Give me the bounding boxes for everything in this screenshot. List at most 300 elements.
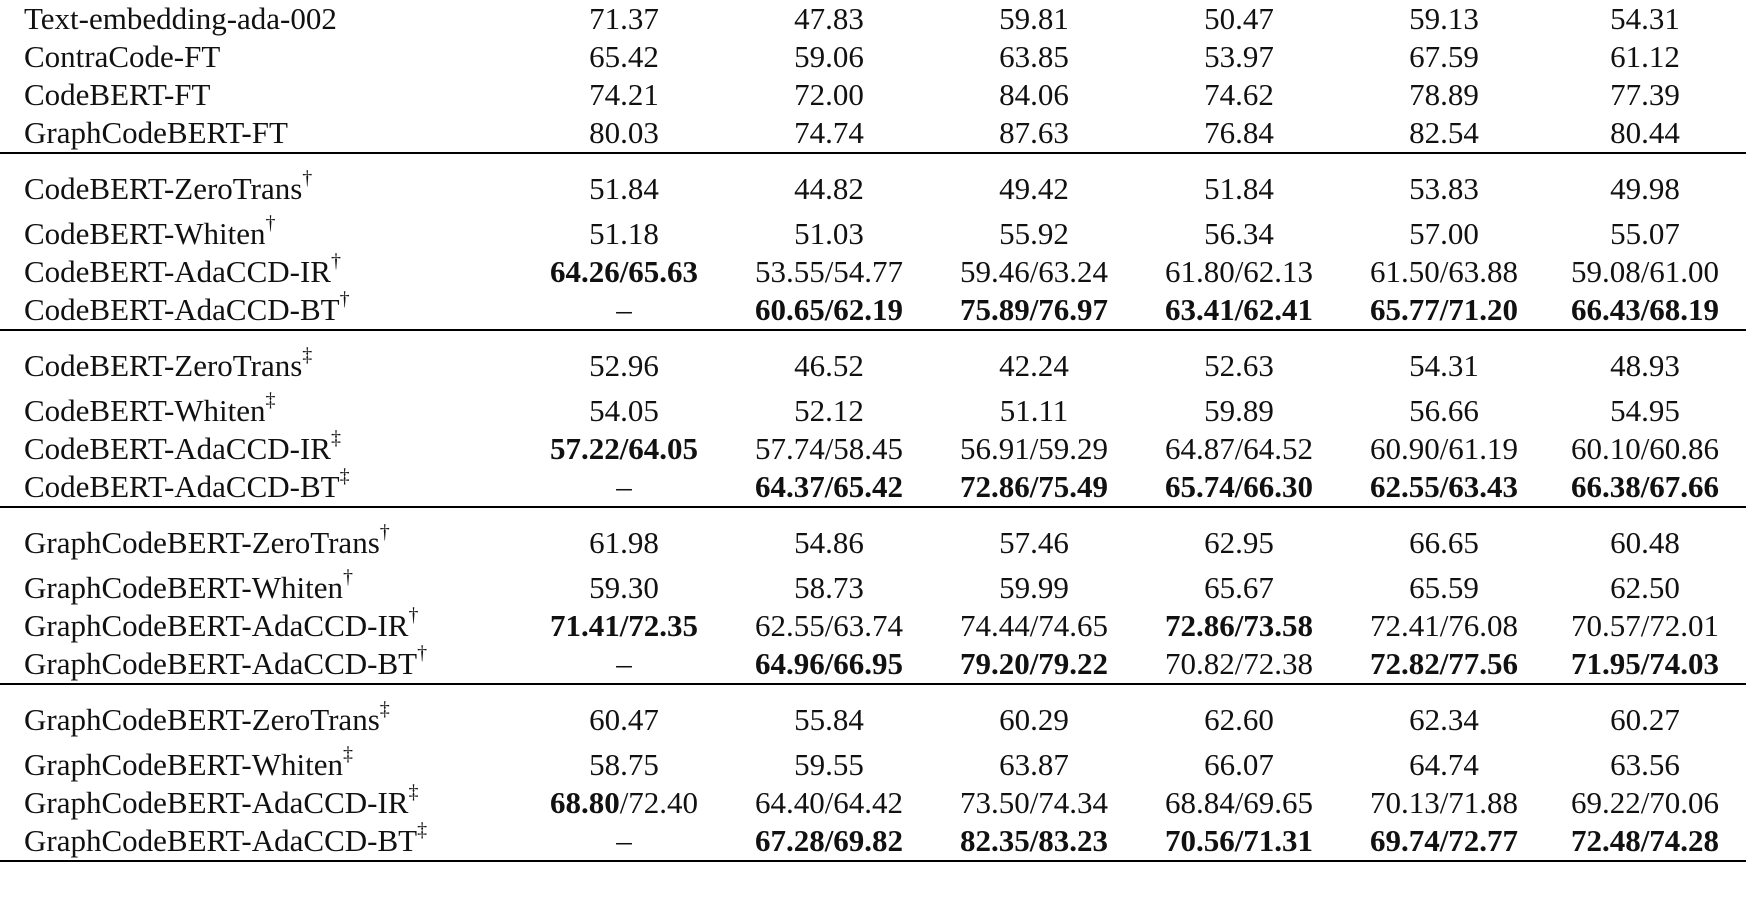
score-cell <box>1544 507 1746 569</box>
score-value: 56.34 <box>1204 216 1274 251</box>
score-value: 59.89 <box>1204 393 1274 428</box>
score-cell <box>1134 392 1344 430</box>
best-score: 72.86/75.49 <box>959 469 1109 504</box>
score-cell <box>1344 330 1544 392</box>
score-cell <box>1544 746 1746 784</box>
score-value: – <box>616 292 632 327</box>
score-cell <box>724 468 934 507</box>
table-row <box>0 430 1746 468</box>
score-value: 62.34 <box>1409 702 1479 737</box>
score-cell <box>934 507 1134 569</box>
score-value: 56.91/59.29 <box>959 431 1109 466</box>
score-cell <box>1544 215 1746 253</box>
score-value: 59.81 <box>999 1 1069 36</box>
method-name-cell <box>0 818 524 861</box>
score-value: 65.59 <box>1409 570 1479 605</box>
setting-marker: † <box>339 287 350 310</box>
score-cell <box>524 430 724 468</box>
method-name-cell <box>0 153 524 215</box>
score-value: 59.06 <box>794 39 864 74</box>
score-cell <box>1134 76 1344 114</box>
score-value: 72.41/76.08 <box>1369 608 1519 643</box>
score-cell <box>934 645 1134 684</box>
score-value: 84.06 <box>999 77 1069 112</box>
method-name: Text-embedding-ada-002 <box>24 1 337 36</box>
score-value: 80.03 <box>589 115 659 150</box>
score-cell <box>1544 38 1746 76</box>
setting-marker: ‡ <box>343 742 353 765</box>
score-cell <box>724 569 934 607</box>
method-name-cell <box>0 742 524 784</box>
table-row <box>0 746 1746 784</box>
score-value: 62.50 <box>1610 570 1680 605</box>
score-cell <box>724 215 934 253</box>
method-name: CodeBERT-AdaCCD-BT <box>24 469 340 504</box>
score-value: 74.74 <box>794 115 864 150</box>
score-value: 59.46/63.24 <box>959 254 1109 289</box>
score-value: 51.03 <box>794 216 864 251</box>
score-cell <box>1544 607 1746 645</box>
score-value: 87.63 <box>999 115 1069 150</box>
best-score: 82.35/83.23 <box>959 823 1109 858</box>
score-cell <box>1134 507 1344 569</box>
method-name: CodeBERT-ZeroTrans <box>24 348 303 383</box>
score-cell <box>1134 569 1344 607</box>
method-name-cell <box>0 38 524 76</box>
score-cell <box>934 468 1134 507</box>
method-name-cell <box>0 780 524 822</box>
score-value: 60.47 <box>589 702 659 737</box>
table-row <box>0 468 1746 507</box>
best-score: 66.38/67.66 <box>1570 469 1720 504</box>
score-cell <box>724 114 934 153</box>
method-name: CodeBERT-ZeroTrans <box>24 171 303 206</box>
score-cell <box>724 430 934 468</box>
score-value: 61.80/62.13 <box>1164 254 1314 289</box>
score-value: 59.55 <box>794 747 864 782</box>
best-score: 57.22/64.05 <box>549 431 699 466</box>
score-cell <box>524 253 724 291</box>
score-cell <box>524 507 724 569</box>
setting-marker: † <box>331 249 341 272</box>
score-value: 57.46 <box>999 525 1069 560</box>
score-value: 70.13/71.88 <box>1369 785 1519 820</box>
score-cell <box>934 38 1134 76</box>
method-name-cell <box>0 641 524 684</box>
best-score: 72.82/77.56 <box>1369 646 1519 681</box>
table-row <box>0 784 1746 822</box>
best-score: 67.28/69.82 <box>754 823 904 858</box>
score-cell <box>1134 645 1344 684</box>
score-cell <box>524 291 724 330</box>
method-name-cell <box>0 565 524 607</box>
score-value: 65.67 <box>1204 570 1274 605</box>
score-value: 47.83 <box>794 1 864 36</box>
method-name-cell <box>0 388 524 430</box>
score-value: 60.48 <box>1610 525 1680 560</box>
setting-marker: ‡ <box>265 388 276 411</box>
score-cell <box>724 684 934 746</box>
best-score: 64.96/66.95 <box>754 646 904 681</box>
score-cell <box>524 569 724 607</box>
score-value: 56.66 <box>1409 393 1479 428</box>
method-name-cell <box>0 114 524 153</box>
score-cell <box>1544 784 1746 822</box>
score-cell <box>1134 746 1344 784</box>
score-value: 49.98 <box>1610 171 1680 206</box>
score-value: 63.56 <box>1610 747 1680 782</box>
score-value: 62.95 <box>1204 525 1274 560</box>
score-value: 64.87/64.52 <box>1164 431 1314 466</box>
score-value: 48.93 <box>1610 348 1680 383</box>
table-row <box>0 392 1746 430</box>
score-value: 61.98 <box>589 525 659 560</box>
score-cell <box>934 114 1134 153</box>
score-cell <box>1544 569 1746 607</box>
best-score: 63.41/62.41 <box>1164 292 1314 327</box>
score-cell <box>524 468 724 507</box>
score-cell <box>1134 38 1344 76</box>
table-row <box>0 76 1746 114</box>
setting-marker: ‡ <box>339 464 350 487</box>
score-cell <box>524 822 724 861</box>
score-cell <box>1134 0 1344 38</box>
best-score: 60.65/62.19 <box>754 292 904 327</box>
setting-marker: † <box>302 166 313 189</box>
score-value: 68.84/69.65 <box>1164 785 1314 820</box>
score-value: 57.00 <box>1409 216 1479 251</box>
method-name: CodeBERT-AdaCCD-IR <box>24 254 331 289</box>
score-cell <box>1134 784 1344 822</box>
method-name-cell <box>0 211 524 253</box>
score-cell <box>1344 684 1544 746</box>
score-cell <box>524 38 724 76</box>
score-value: 74.44/74.65 <box>959 608 1109 643</box>
score-value: 51.11 <box>999 393 1069 428</box>
best-score: 62.55/63.43 <box>1369 469 1519 504</box>
table-row <box>0 684 1746 746</box>
best-score: 66.43/68.19 <box>1570 292 1720 327</box>
score-cell <box>1544 645 1746 684</box>
method-name: GraphCodeBERT-Whiten <box>24 570 343 605</box>
score-cell <box>1544 153 1746 215</box>
score-cell <box>1344 153 1544 215</box>
score-value: 58.73 <box>794 570 864 605</box>
score-value: 67.59 <box>1409 39 1479 74</box>
score-cell <box>934 76 1134 114</box>
score-value: 60.90/61.19 <box>1369 431 1519 466</box>
score-cell <box>524 114 724 153</box>
setting-marker: ‡ <box>379 697 390 720</box>
score-cell <box>1344 569 1544 607</box>
score-cell <box>934 330 1134 392</box>
score-cell <box>1544 684 1746 746</box>
score-cell <box>1544 430 1746 468</box>
score-value: 52.96 <box>589 348 659 383</box>
score-cell <box>1544 822 1746 861</box>
score-cell <box>1344 392 1544 430</box>
score-cell <box>1344 253 1544 291</box>
score-cell <box>724 330 934 392</box>
best-score: 72.48/74.28 <box>1570 823 1720 858</box>
score-cell <box>724 645 934 684</box>
score-value: 51.84 <box>589 171 659 206</box>
score-value: 54.86 <box>794 525 864 560</box>
method-name: GraphCodeBERT-AdaCCD-BT <box>24 823 418 858</box>
method-name: CodeBERT-FT <box>24 77 211 112</box>
score-cell <box>1344 38 1544 76</box>
score-value: 59.99 <box>999 570 1069 605</box>
method-name: GraphCodeBERT-ZeroTrans <box>24 525 380 560</box>
method-name-cell <box>0 249 524 291</box>
score-cell <box>934 153 1134 215</box>
score-value: 62.60 <box>1204 702 1274 737</box>
table-row <box>0 569 1746 607</box>
score-cell <box>1344 291 1544 330</box>
score-cell <box>1544 253 1746 291</box>
score-value: 69.22/70.06 <box>1570 785 1720 820</box>
score-cell <box>1134 291 1344 330</box>
score-cell <box>1134 330 1344 392</box>
score-cell <box>934 684 1134 746</box>
score-cell <box>724 291 934 330</box>
score-cell <box>1344 114 1544 153</box>
score-cell <box>934 569 1134 607</box>
setting-marker: † <box>343 565 353 588</box>
score-value: 53.83 <box>1409 171 1479 206</box>
score-value: – <box>616 823 632 858</box>
score-cell <box>934 822 1134 861</box>
score-cell <box>934 392 1134 430</box>
score-value: 65.42 <box>589 39 659 74</box>
method-name: GraphCodeBERT-FT <box>24 115 288 150</box>
method-name-cell <box>0 684 524 746</box>
score-cell <box>524 784 724 822</box>
score-value: 54.95 <box>1610 393 1680 428</box>
method-name: GraphCodeBERT-Whiten <box>24 747 343 782</box>
score-cell <box>1344 607 1544 645</box>
score-value: 80.44 <box>1610 115 1680 150</box>
score-value: 57.74/58.45 <box>754 431 904 466</box>
score-value: 46.52 <box>794 348 864 383</box>
score-value: 63.85 <box>999 39 1069 74</box>
table-row <box>0 153 1746 215</box>
score-cell <box>1544 0 1746 38</box>
score-cell <box>724 253 934 291</box>
setting-marker: ‡ <box>408 780 419 803</box>
score-cell <box>524 392 724 430</box>
score-value: 52.63 <box>1204 348 1274 383</box>
method-name: GraphCodeBERT-AdaCCD-IR <box>24 785 409 820</box>
score-cell <box>1344 746 1544 784</box>
table-row <box>0 330 1746 392</box>
best-score: 69.74/72.77 <box>1369 823 1519 858</box>
score-cell <box>934 253 1134 291</box>
best-score: 75.89/76.97 <box>959 292 1109 327</box>
score-cell <box>934 291 1134 330</box>
score-cell <box>1344 507 1544 569</box>
score-value: 64.40/64.42 <box>754 785 904 820</box>
best-score: 71.41/72.35 <box>549 608 699 643</box>
score-cell <box>524 153 724 215</box>
score-cell <box>1544 392 1746 430</box>
score-cell <box>524 215 724 253</box>
score-cell <box>524 746 724 784</box>
score-cell <box>724 607 934 645</box>
score-value: 60.10/60.86 <box>1570 431 1720 466</box>
method-name: CodeBERT-AdaCCD-BT <box>24 292 340 327</box>
score-value: 63.87 <box>999 747 1069 782</box>
score-cell <box>524 645 724 684</box>
method-name: ContraCode-FT <box>24 39 221 74</box>
score-cell <box>724 392 934 430</box>
score-cell <box>1134 430 1344 468</box>
score-value: 54.31 <box>1409 348 1479 383</box>
best-score: 64.26/65.63 <box>549 254 699 289</box>
best-score: 70.56/71.31 <box>1164 823 1314 858</box>
score-cell <box>1134 684 1344 746</box>
score-cell <box>724 746 934 784</box>
score-cell <box>1344 215 1544 253</box>
score-value: 78.89 <box>1409 77 1479 112</box>
score-value: 59.13 <box>1409 1 1479 36</box>
method-name-cell <box>0 0 524 38</box>
score-cell <box>524 76 724 114</box>
score-cell <box>1544 76 1746 114</box>
score-cell <box>1544 114 1746 153</box>
score-value: 61.50/63.88 <box>1369 254 1519 289</box>
score-value: 66.65 <box>1409 525 1479 560</box>
score-cell <box>524 684 724 746</box>
score-cell <box>934 0 1134 38</box>
method-name-cell <box>0 603 524 645</box>
score-cell <box>724 822 934 861</box>
table-row <box>0 215 1746 253</box>
score-cell <box>1134 253 1344 291</box>
table-row <box>0 114 1746 153</box>
score-cell <box>934 215 1134 253</box>
setting-marker: † <box>408 603 419 626</box>
score-value: 70.82/72.38 <box>1164 646 1314 681</box>
score-value: 71.37 <box>589 1 659 36</box>
method-name: GraphCodeBERT-ZeroTrans <box>24 702 380 737</box>
table-row <box>0 38 1746 76</box>
table-row <box>0 822 1746 861</box>
score-cell <box>724 153 934 215</box>
score-value: 66.07 <box>1204 747 1274 782</box>
score-value: 53.97 <box>1204 39 1274 74</box>
score-value: 70.57/72.01 <box>1570 608 1720 643</box>
score-value: 53.55/54.77 <box>754 254 904 289</box>
score-value: 58.75 <box>589 747 659 782</box>
method-name-cell <box>0 76 524 114</box>
score-cell <box>1344 430 1544 468</box>
score-value: – <box>616 469 632 504</box>
score-cell <box>1544 330 1746 392</box>
score-cell <box>1344 822 1544 861</box>
score-value: 60.27 <box>1610 702 1680 737</box>
score-value: 59.08/61.00 <box>1570 254 1720 289</box>
score-cell <box>724 76 934 114</box>
setting-marker: † <box>265 211 276 234</box>
score-cell <box>724 784 934 822</box>
score-value: 59.30 <box>589 570 659 605</box>
score-value: 62.55/63.74 <box>754 608 904 643</box>
score-cell <box>1344 784 1544 822</box>
method-name: CodeBERT-AdaCCD-IR <box>24 431 331 466</box>
score-value: 55.92 <box>999 216 1069 251</box>
table-row <box>0 607 1746 645</box>
best-score: 79.20/79.22 <box>959 646 1109 681</box>
method-name-cell <box>0 287 524 330</box>
score-value: 77.39 <box>1610 77 1680 112</box>
table-row <box>0 645 1746 684</box>
score-value: 54.05 <box>589 393 659 428</box>
score-value: 50.47 <box>1204 1 1274 36</box>
score-cell <box>1134 153 1344 215</box>
score-cell <box>1344 0 1544 38</box>
score-value: 49.42 <box>999 171 1069 206</box>
score-value: 54.31 <box>1610 1 1680 36</box>
setting-marker: † <box>417 641 428 664</box>
score-value: 64.74 <box>1409 747 1479 782</box>
table-row <box>0 253 1746 291</box>
score-value: 44.82 <box>794 171 864 206</box>
score-value: 51.18 <box>589 216 659 251</box>
method-name: GraphCodeBERT-AdaCCD-BT <box>24 646 418 681</box>
score-value: 52.12 <box>794 393 864 428</box>
best-score: 71.95/74.03 <box>1570 646 1720 681</box>
score-value: 82.54 <box>1409 115 1479 150</box>
score-cell <box>1134 215 1344 253</box>
table-row <box>0 507 1746 569</box>
best-score: 65.77/71.20 <box>1369 292 1519 327</box>
score-cell <box>934 607 1134 645</box>
score-cell <box>934 784 1134 822</box>
best-score: 64.37/65.42 <box>754 469 904 504</box>
score-cell <box>1134 468 1344 507</box>
score-cell <box>934 430 1134 468</box>
method-name-cell <box>0 507 524 569</box>
score-cell <box>524 0 724 38</box>
score-cell <box>1344 76 1544 114</box>
setting-marker: ‡ <box>331 426 341 449</box>
score-cell <box>1344 645 1544 684</box>
setting-marker: ‡ <box>302 343 313 366</box>
score-cell <box>524 607 724 645</box>
score-value: 74.62 <box>1204 77 1274 112</box>
score-value: 55.07 <box>1610 216 1680 251</box>
score-value: – <box>616 646 632 681</box>
score-cell <box>724 38 934 76</box>
method-name: CodeBERT-Whiten <box>24 216 266 251</box>
score-cell <box>724 507 934 569</box>
best-score: 72.86/73.58 <box>1164 608 1314 643</box>
score-cell <box>1544 468 1746 507</box>
score-cell <box>1344 468 1544 507</box>
score-value: 55.84 <box>794 702 864 737</box>
score-value: 73.50/74.34 <box>959 785 1109 820</box>
score-cell <box>1134 114 1344 153</box>
method-name: GraphCodeBERT-AdaCCD-IR <box>24 608 409 643</box>
score-cell <box>934 746 1134 784</box>
score-value: 60.29 <box>999 702 1069 737</box>
method-name-cell <box>0 464 524 507</box>
setting-marker: † <box>379 520 390 543</box>
score-value: 51.84 <box>1204 171 1274 206</box>
method-name-cell <box>0 330 524 392</box>
method-name-cell <box>0 426 524 468</box>
